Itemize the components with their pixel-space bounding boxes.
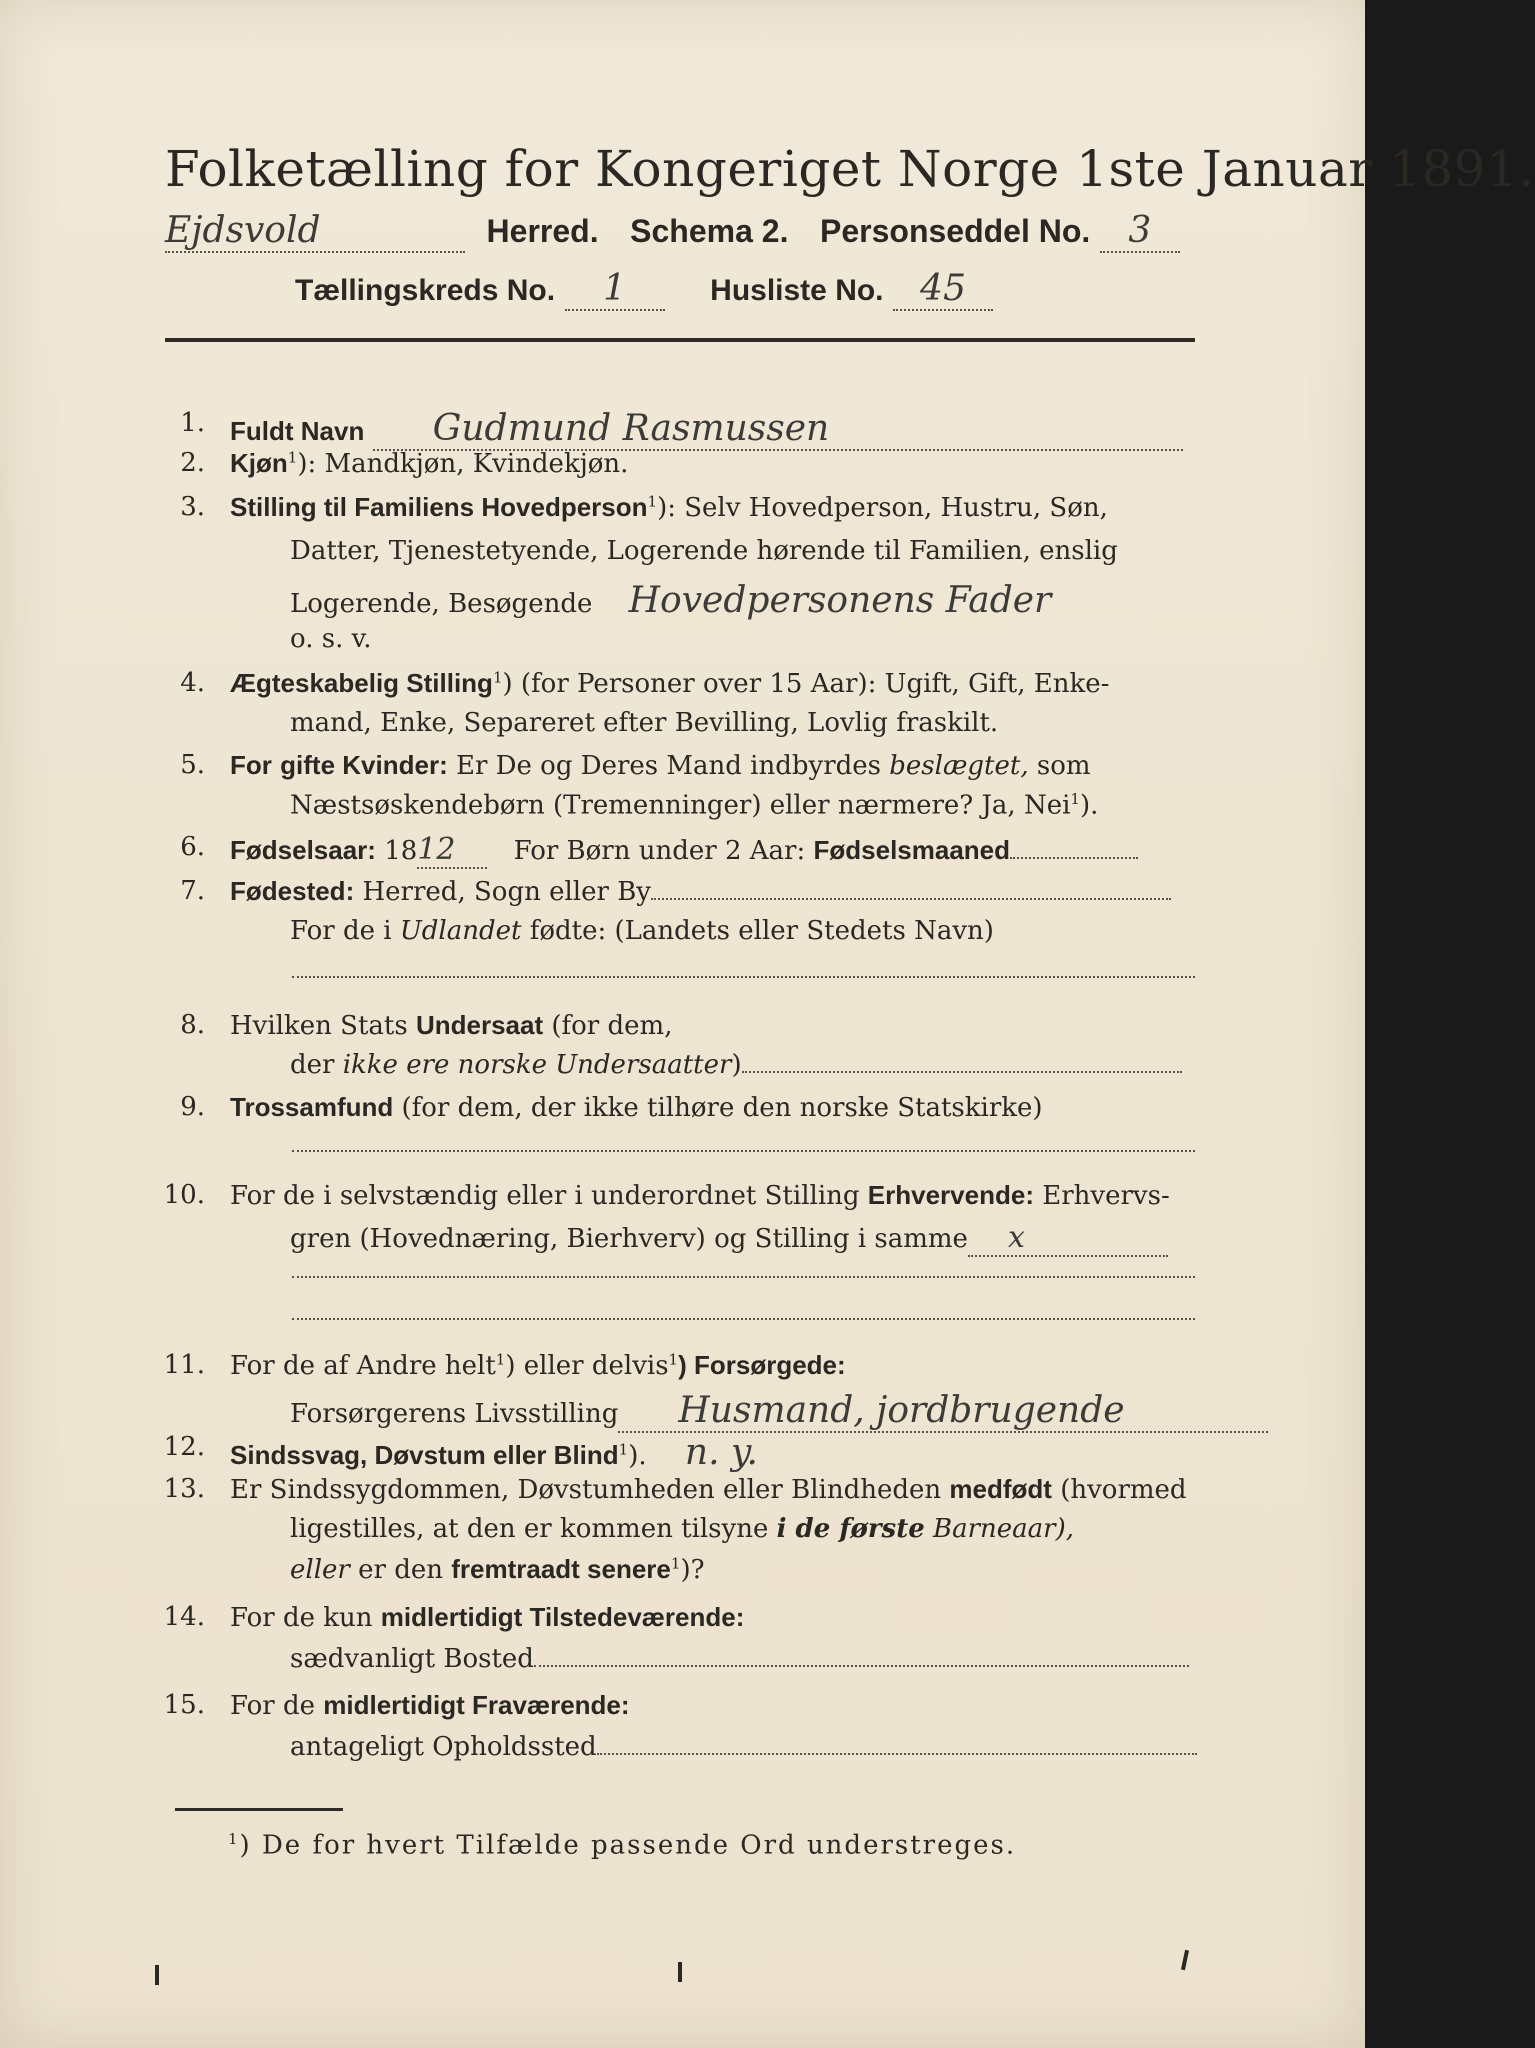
item-10-line-2 bbox=[290, 1220, 1168, 1257]
item-number: 13. bbox=[163, 1474, 205, 1504]
erhvervs-word: Erhvervs- bbox=[1042, 1181, 1170, 1211]
item-number: 7. bbox=[180, 876, 205, 906]
item-13-line-3 bbox=[290, 1554, 705, 1585]
item-11-line-2 bbox=[290, 1390, 1268, 1433]
sindssvag-label: Sindssvag, Døvstum eller Blind bbox=[230, 1440, 619, 1470]
item-6 bbox=[230, 832, 1138, 869]
personseddel-value: 3 bbox=[1100, 210, 1180, 253]
item-number: 11. bbox=[163, 1350, 205, 1380]
item-8-line-1 bbox=[230, 1010, 672, 1041]
punct: )? bbox=[680, 1555, 705, 1585]
footnote-ref: 1 bbox=[1070, 790, 1080, 808]
andre-pre: For de af Andre helt bbox=[230, 1351, 496, 1381]
header-rule bbox=[165, 338, 1195, 342]
forsorgede-label: ) Forsørgede: bbox=[678, 1350, 846, 1380]
item-number: 3. bbox=[180, 492, 205, 522]
fodested-field bbox=[651, 898, 1171, 900]
fodested-label: Fødested: bbox=[230, 876, 355, 906]
item-1 bbox=[230, 408, 1183, 451]
livsstilling-value: Husmand, jordbrugende bbox=[618, 1390, 1268, 1433]
blank-line bbox=[292, 1276, 1195, 1278]
year-value: 12 bbox=[417, 832, 487, 869]
kreds-line bbox=[295, 268, 993, 311]
fravaerende-label: midlertidigt Fraværende: bbox=[323, 1690, 630, 1720]
item-3-line-3 bbox=[290, 580, 1051, 621]
item-15-line-2 bbox=[290, 1732, 1197, 1762]
erhverv-value: x bbox=[968, 1220, 1168, 1257]
kjon-label: Kjøn bbox=[230, 448, 288, 478]
gifte-kvinder-label: gifte Kvinder: bbox=[280, 750, 448, 780]
bosted-field bbox=[534, 1665, 1189, 1667]
personseddel-label: Personseddel No. bbox=[820, 213, 1091, 249]
fodested-options: Herred, Sogn eller By bbox=[362, 877, 651, 907]
item-11-line-1 bbox=[230, 1350, 846, 1381]
husliste-value: 45 bbox=[893, 268, 993, 311]
fodselsmaaned-field bbox=[1010, 857, 1138, 859]
year-prefix: 18 bbox=[384, 836, 418, 866]
page-mark bbox=[678, 1962, 682, 1982]
footnote-ref: 1 bbox=[647, 492, 658, 511]
stats-pre: Hvilken Stats bbox=[230, 1011, 408, 1041]
herred-value: Ejdsvold bbox=[165, 210, 465, 253]
undersaat-field bbox=[742, 1071, 1182, 1073]
bosted-label: sædvanligt Bosted bbox=[290, 1644, 534, 1674]
footnote-ref: 1 bbox=[287, 448, 298, 467]
forste-italic: i de første bbox=[776, 1514, 925, 1544]
item-2 bbox=[230, 448, 628, 479]
hvormed-word: (hvormed bbox=[1060, 1475, 1187, 1505]
opholdssted-label: antageligt Opholdssted bbox=[290, 1732, 597, 1762]
udland-pre: For de i bbox=[290, 916, 392, 946]
herred-label: Herred. bbox=[486, 213, 599, 249]
item-number: 9. bbox=[180, 1092, 205, 1122]
paren: ) bbox=[731, 1050, 742, 1080]
livsstilling-label: Forsørgerens Livsstilling bbox=[290, 1399, 619, 1429]
item-number: 15. bbox=[163, 1690, 205, 1720]
tilstedevaerende-label: midlertidigt Tilstedeværende: bbox=[380, 1602, 745, 1632]
punct: ). bbox=[628, 1441, 647, 1471]
kreds-value: 1 bbox=[565, 268, 665, 311]
barneaar-italic: Barneaar), bbox=[933, 1514, 1075, 1544]
footnote-ref: 1 bbox=[670, 1554, 681, 1573]
item-3-line-4: o. s. v. bbox=[290, 624, 372, 654]
footnote-text: ) De for hvert Tilfælde passende Ord understreges. bbox=[239, 1830, 1017, 1861]
gifte-question: Er De og Deres Mand indbyrdes bbox=[456, 751, 882, 781]
eller-italic: eller bbox=[290, 1555, 350, 1585]
fodselsmaaned-label: Fødselsmaaned bbox=[813, 835, 1011, 865]
stats-rest: (for dem, bbox=[551, 1011, 673, 1041]
som-word: som bbox=[1036, 751, 1091, 781]
item-number: 5. bbox=[180, 750, 205, 780]
item-number: 14. bbox=[163, 1602, 205, 1632]
kjon-options: ): Mandkjøn, Kvindekjøn. bbox=[297, 449, 629, 479]
punct: ). bbox=[1079, 790, 1099, 821]
footnote-marker: 1 bbox=[228, 1830, 240, 1848]
kreds-label: Tællingskreds No. bbox=[295, 274, 556, 307]
gifte-question-cont: Næstsøskendebørn (Tremenninger) eller nærmere? Ja, Nei bbox=[290, 790, 1071, 821]
item-5-line-1 bbox=[230, 750, 1091, 781]
erhverv-cont: gren (Hovednæring, Bierhverv) og Stilling i samme bbox=[290, 1224, 968, 1254]
blank-line bbox=[292, 976, 1195, 978]
item-13-line-2 bbox=[290, 1514, 1074, 1544]
form-title: Folketælling for Kongeriget Norge 1ste Januar 1891. bbox=[165, 140, 1535, 198]
footnote-ref: 1 bbox=[495, 1350, 506, 1369]
sindssvag-value: n. y. bbox=[684, 1432, 758, 1473]
item-9 bbox=[230, 1092, 1043, 1123]
item-4-line-1 bbox=[230, 668, 1109, 699]
item-13-line-1 bbox=[230, 1474, 1187, 1505]
item-8-line-2 bbox=[290, 1050, 1182, 1080]
trossamfund-text: (for dem, der ikke tilhøre den norske Statskirke) bbox=[401, 1093, 1043, 1123]
item-5-line-2 bbox=[290, 790, 1098, 821]
item-4-line-2: mand, Enke, Separeret efter Bevilling, Lovlig fraskilt. bbox=[290, 708, 999, 738]
der-word: der bbox=[290, 1050, 335, 1080]
blank-line bbox=[292, 1318, 1195, 1320]
item-12 bbox=[230, 1432, 758, 1473]
page-mark bbox=[155, 1965, 159, 1985]
undersaatter-italic: ikke ere norske Undersaatter bbox=[342, 1050, 732, 1080]
item-number: 2. bbox=[180, 448, 205, 478]
item-10-line-1 bbox=[230, 1180, 1170, 1211]
footnote-ref: 1 bbox=[492, 668, 503, 687]
item-14-line-1 bbox=[230, 1602, 744, 1633]
item-number: 12. bbox=[163, 1432, 205, 1462]
item-number: 6. bbox=[180, 832, 205, 862]
de-pre: For de bbox=[230, 1691, 315, 1721]
item-number: 1. bbox=[180, 408, 205, 438]
aegteskab-options: ) (for Personer over 15 Aar): Ugift, Gift, Enke- bbox=[502, 669, 1110, 699]
footnote bbox=[228, 1830, 1016, 1861]
kun-pre: For de kun bbox=[230, 1603, 373, 1633]
tilsyne-text: ligestilles, at den er kommen tilsyne bbox=[290, 1514, 769, 1544]
stilling-value: Hovedpersonens Fader bbox=[628, 580, 1052, 621]
fodselsaar-label: Fødselsaar: bbox=[230, 835, 376, 865]
footnote-ref: 1 bbox=[618, 1440, 629, 1459]
schema-label: Schema 2. bbox=[630, 213, 789, 249]
husliste-label: Husliste No. bbox=[710, 274, 884, 307]
erhvervende-label: Erhvervende: bbox=[867, 1180, 1034, 1210]
item-14-line-2 bbox=[290, 1644, 1189, 1674]
herred-line bbox=[165, 210, 1180, 253]
trossamfund-label: Trossamfund bbox=[230, 1092, 394, 1122]
stilling-options-cont: Logerende, Besøgende bbox=[290, 589, 593, 619]
footnote-rule bbox=[175, 1808, 343, 1811]
undersaat-label: Undersaat bbox=[415, 1010, 544, 1040]
beslaegtet-word: beslægtet, bbox=[889, 751, 1029, 781]
item-number: 4. bbox=[180, 668, 205, 698]
medfodt-label: medfødt bbox=[949, 1474, 1052, 1504]
fremtraadt-label: fremtraadt senere bbox=[451, 1554, 671, 1584]
stilling-label: Stilling til Familiens Hovedperson bbox=[230, 492, 648, 522]
fuldt-navn-label: Fuldt Navn bbox=[230, 416, 365, 446]
udland-rest: fødte: (Landets eller Stedets Navn) bbox=[529, 916, 994, 946]
item-number: 8. bbox=[180, 1010, 205, 1040]
stilling-options: ): Selv Hovedperson, Hustru, Søn, bbox=[657, 493, 1108, 523]
footnote-ref: 1 bbox=[668, 1350, 679, 1369]
blank-line bbox=[292, 1150, 1195, 1152]
erhverv-pre: For de i selvstændig eller i underordnet Stilling bbox=[230, 1181, 860, 1211]
item-7-line-1 bbox=[230, 876, 1171, 907]
for-text: For bbox=[230, 750, 272, 780]
item-number: 10. bbox=[163, 1180, 205, 1210]
fuldt-navn-value: Gudmund Rasmussen bbox=[373, 408, 1183, 451]
aegteskab-label: Ægteskabelig Stilling bbox=[230, 668, 493, 698]
page-mark bbox=[1181, 1950, 1189, 1970]
udlandet-word: Udlandet bbox=[399, 916, 522, 946]
item-3-line-1 bbox=[230, 492, 1108, 523]
sindssygdom-pre: Er Sindssygdommen, Døvstumheden eller Blindheden bbox=[230, 1475, 942, 1505]
opholdssted-field bbox=[597, 1753, 1197, 1755]
item-3-line-2: Datter, Tjenestetyende, Logerende hørende til Familien, enslig bbox=[290, 536, 1118, 566]
born-under-text: For Børn under 2 Aar: bbox=[513, 836, 806, 866]
er-den-text: er den bbox=[358, 1555, 443, 1585]
item-15-line-1 bbox=[230, 1690, 630, 1721]
item-7-line-2 bbox=[290, 916, 994, 946]
delvis-text: ) eller delvis bbox=[505, 1351, 669, 1381]
